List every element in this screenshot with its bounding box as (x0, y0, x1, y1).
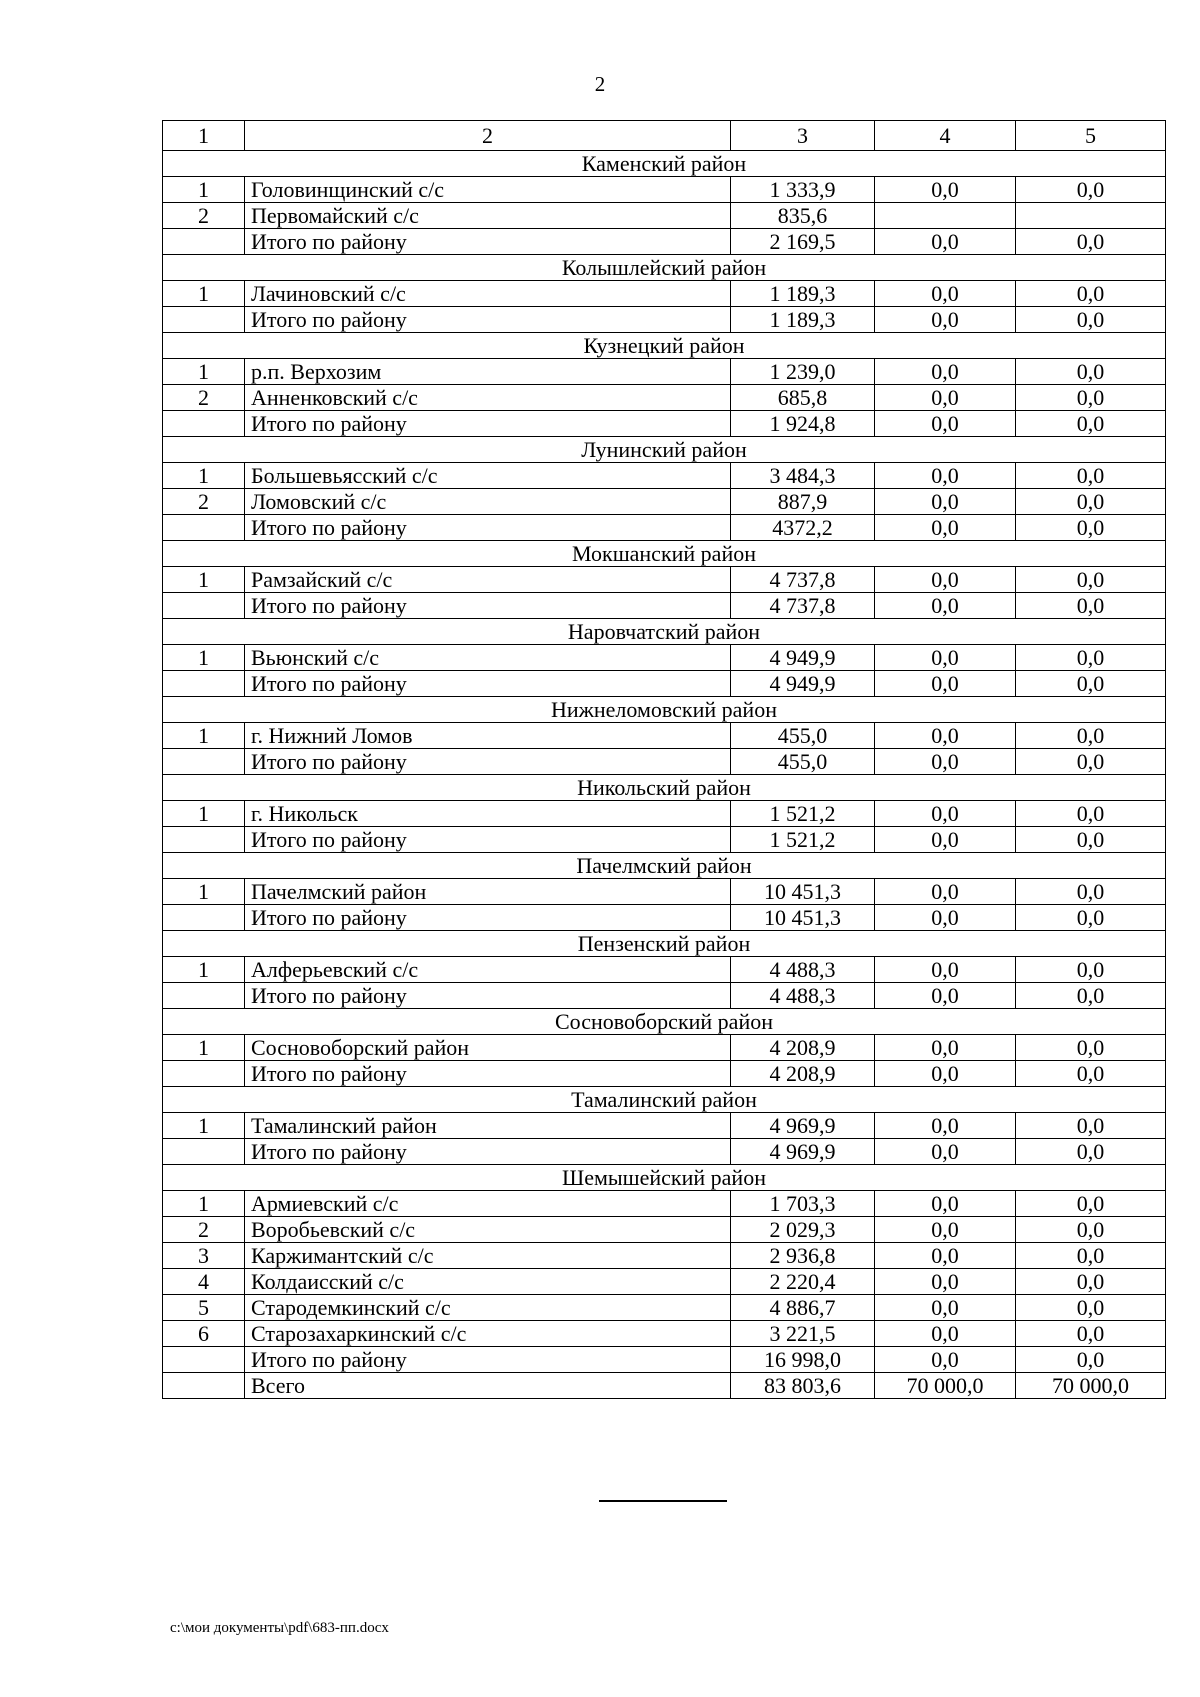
cell-col3: 10 451,3 (731, 879, 875, 905)
cell-col3: 3 221,5 (731, 1321, 875, 1347)
table-row (163, 359, 1166, 385)
district-subtotal-row (163, 411, 1166, 437)
district-name: Колышлейский район (163, 255, 1166, 281)
cell-col4: 0,0 (875, 463, 1016, 489)
cell-num: 2 (163, 489, 245, 515)
cell-name: Вьюнский с/с (245, 645, 731, 671)
cell-col3: 1 521,2 (731, 827, 875, 853)
district-name: Кузнецкий район (163, 333, 1166, 359)
cell-col4: 0,0 (875, 1061, 1016, 1087)
cell-col3: 2 220,4 (731, 1269, 875, 1295)
table-row (163, 463, 1166, 489)
district-name: Никольский район (163, 775, 1166, 801)
cell-name: Итого по району (245, 1139, 731, 1165)
cell-num (163, 827, 245, 853)
district-subtotal-row (163, 1139, 1166, 1165)
table-row (163, 385, 1166, 411)
table-row (163, 1191, 1166, 1217)
cell-col3: 4 969,9 (731, 1113, 875, 1139)
cell-col5: 0,0 (1016, 463, 1166, 489)
cell-name: г. Никольск (245, 801, 731, 827)
cell-num: 4 (163, 1269, 245, 1295)
district-name: Наровчатский район (163, 619, 1166, 645)
cell-num (163, 1061, 245, 1087)
district-subtotal-row (163, 593, 1166, 619)
cell-col5: 0,0 (1016, 385, 1166, 411)
cell-name: Армиевский с/с (245, 1191, 731, 1217)
cell-col5: 0,0 (1016, 879, 1166, 905)
cell-name: Всего (245, 1373, 731, 1399)
cell-num: 1 (163, 463, 245, 489)
cell-name: Ломовский с/с (245, 489, 731, 515)
cell-num: 1 (163, 1191, 245, 1217)
cell-col4: 0,0 (875, 177, 1016, 203)
cell-col3: 4 949,9 (731, 645, 875, 671)
district-heading-row (163, 151, 1166, 177)
cell-name: Итого по району (245, 749, 731, 775)
cell-num (163, 749, 245, 775)
cell-col4: 70 000,0 (875, 1373, 1016, 1399)
cell-col5: 0,0 (1016, 905, 1166, 931)
district-heading-row (163, 931, 1166, 957)
page-number: 2 (594, 72, 606, 96)
cell-col5: 0,0 (1016, 593, 1166, 619)
table-row (163, 723, 1166, 749)
cell-num: 3 (163, 1243, 245, 1269)
table-row (163, 879, 1166, 905)
cell-col5: 0,0 (1016, 1061, 1166, 1087)
cell-name: Колдаисский с/с (245, 1269, 731, 1295)
district-name: Тамалинский район (163, 1087, 1166, 1113)
cell-num (163, 1139, 245, 1165)
cell-col5: 0,0 (1016, 1217, 1166, 1243)
table-row (163, 281, 1166, 307)
table-row (163, 489, 1166, 515)
district-subtotal-row (163, 307, 1166, 333)
cell-col3: 16 998,0 (731, 1347, 875, 1373)
grand-total-row (163, 1373, 1166, 1399)
cell-num (163, 307, 245, 333)
cell-col4: 0,0 (875, 957, 1016, 983)
cell-col5: 0,0 (1016, 749, 1166, 775)
cell-num (163, 1347, 245, 1373)
column-header-2: 2 (245, 121, 731, 151)
cell-col5: 0,0 (1016, 229, 1166, 255)
cell-col5: 0,0 (1016, 177, 1166, 203)
district-heading-row (163, 1009, 1166, 1035)
cell-col4: 0,0 (875, 749, 1016, 775)
table-row (163, 203, 1166, 229)
cell-num: 1 (163, 1035, 245, 1061)
cell-num: 2 (163, 203, 245, 229)
table-row (163, 645, 1166, 671)
cell-num: 6 (163, 1321, 245, 1347)
table-row (163, 1321, 1166, 1347)
table-row (163, 801, 1166, 827)
cell-col3: 4 886,7 (731, 1295, 875, 1321)
column-header-5: 5 (1016, 121, 1166, 151)
cell-col4: 0,0 (875, 567, 1016, 593)
cell-col4: 0,0 (875, 1295, 1016, 1321)
cell-col5: 0,0 (1016, 1139, 1166, 1165)
cell-name: Итого по району (245, 671, 731, 697)
cell-num (163, 1373, 245, 1399)
district-name: Шемышейский район (163, 1165, 1166, 1191)
cell-col4: 0,0 (875, 307, 1016, 333)
cell-num (163, 593, 245, 619)
cell-col4: 0,0 (875, 229, 1016, 255)
cell-col4: 0,0 (875, 827, 1016, 853)
cell-name: р.п. Верхозим (245, 359, 731, 385)
cell-col4: 0,0 (875, 723, 1016, 749)
cell-col3: 455,0 (731, 749, 875, 775)
cell-col3: 2 169,5 (731, 229, 875, 255)
cell-col3: 1 333,9 (731, 177, 875, 203)
district-subtotal-row (163, 515, 1166, 541)
file-path: c:\мои документы\pdf\683-пп.docx (170, 1620, 389, 1636)
district-subtotal-row (163, 827, 1166, 853)
cell-col3: 4 737,8 (731, 593, 875, 619)
cell-col3: 4372,2 (731, 515, 875, 541)
cell-num: 1 (163, 957, 245, 983)
district-heading-row (163, 333, 1166, 359)
district-name: Пачелмский район (163, 853, 1166, 879)
district-heading-row (163, 437, 1166, 463)
cell-col3: 1 239,0 (731, 359, 875, 385)
cell-col3: 1 924,8 (731, 411, 875, 437)
cell-col5: 0,0 (1016, 281, 1166, 307)
cell-col4: 0,0 (875, 879, 1016, 905)
cell-name: Алферьевский с/с (245, 957, 731, 983)
table-row (163, 1035, 1166, 1061)
cell-col5: 0,0 (1016, 671, 1166, 697)
cell-name: г. Нижний Ломов (245, 723, 731, 749)
cell-name: Анненковский с/с (245, 385, 731, 411)
cell-num: 1 (163, 645, 245, 671)
cell-col4: 0,0 (875, 1269, 1016, 1295)
district-name: Пензенский район (163, 931, 1166, 957)
cell-name: Итого по району (245, 983, 731, 1009)
cell-col3: 83 803,6 (731, 1373, 875, 1399)
cell-col5: 0,0 (1016, 515, 1166, 541)
cell-col3: 4 488,3 (731, 957, 875, 983)
cell-col3: 4 208,9 (731, 1035, 875, 1061)
cell-col4: 0,0 (875, 1035, 1016, 1061)
cell-col3: 4 208,9 (731, 1061, 875, 1087)
cell-name: Большевьясский с/с (245, 463, 731, 489)
cell-col3: 4 737,8 (731, 567, 875, 593)
cell-col5: 0,0 (1016, 957, 1166, 983)
district-subtotal-row (163, 1347, 1166, 1373)
table-row (163, 1243, 1166, 1269)
cell-col5: 0,0 (1016, 567, 1166, 593)
cell-col3: 10 451,3 (731, 905, 875, 931)
cell-col4: 0,0 (875, 515, 1016, 541)
cell-col4: 0,0 (875, 1113, 1016, 1139)
cell-col5: 0,0 (1016, 1321, 1166, 1347)
table-row (163, 1269, 1166, 1295)
cell-col5: 0,0 (1016, 645, 1166, 671)
column-number-row (163, 121, 1166, 151)
cell-col3: 685,8 (731, 385, 875, 411)
cell-col5: 0,0 (1016, 1269, 1166, 1295)
cell-col5 (1016, 203, 1166, 229)
cell-col4: 0,0 (875, 671, 1016, 697)
district-heading-row (163, 1087, 1166, 1113)
district-subtotal-row (163, 983, 1166, 1009)
cell-col3: 835,6 (731, 203, 875, 229)
column-header-4: 4 (875, 121, 1016, 151)
district-name: Мокшанский район (163, 541, 1166, 567)
cell-name: Итого по району (245, 411, 731, 437)
table-row (163, 1217, 1166, 1243)
cell-col5: 0,0 (1016, 723, 1166, 749)
cell-col5: 0,0 (1016, 411, 1166, 437)
cell-col5: 0,0 (1016, 489, 1166, 515)
cell-num: 1 (163, 177, 245, 203)
cell-name: Каржимантский с/с (245, 1243, 731, 1269)
table-row (163, 567, 1166, 593)
table-body (163, 151, 1166, 1373)
cell-name: Рамзайский с/с (245, 567, 731, 593)
cell-name: Воробьевский с/с (245, 1217, 731, 1243)
cell-col3: 4 488,3 (731, 983, 875, 1009)
cell-col4: 0,0 (875, 1243, 1016, 1269)
cell-col4: 0,0 (875, 359, 1016, 385)
cell-name: Сосновоборский район (245, 1035, 731, 1061)
cell-name: Головинщинский с/с (245, 177, 731, 203)
cell-name: Стародемкинский с/с (245, 1295, 731, 1321)
district-subtotal-row (163, 671, 1166, 697)
column-header-1: 1 (163, 121, 245, 151)
cell-col4: 0,0 (875, 411, 1016, 437)
district-name: Сосновоборский район (163, 1009, 1166, 1035)
cell-col4: 0,0 (875, 593, 1016, 619)
cell-col5: 0,0 (1016, 1035, 1166, 1061)
cell-col3: 1 703,3 (731, 1191, 875, 1217)
cell-num (163, 515, 245, 541)
cell-name: Старозахаркинский с/с (245, 1321, 731, 1347)
cell-col5: 0,0 (1016, 827, 1166, 853)
cell-col3: 887,9 (731, 489, 875, 515)
cell-num: 1 (163, 801, 245, 827)
table-row (163, 1113, 1166, 1139)
cell-name: Итого по району (245, 229, 731, 255)
cell-col4: 0,0 (875, 1217, 1016, 1243)
cell-col4: 0,0 (875, 1191, 1016, 1217)
cell-col5: 0,0 (1016, 1347, 1166, 1373)
cell-num: 1 (163, 567, 245, 593)
cell-name: Итого по району (245, 515, 731, 541)
cell-num (163, 671, 245, 697)
cell-col5: 0,0 (1016, 1295, 1166, 1321)
cell-col3: 4 969,9 (731, 1139, 875, 1165)
district-name: Лунинский район (163, 437, 1166, 463)
cell-col3: 1 521,2 (731, 801, 875, 827)
cell-num: 2 (163, 385, 245, 411)
cell-num (163, 983, 245, 1009)
district-heading-row (163, 255, 1166, 281)
cell-name: Первомайский с/с (245, 203, 731, 229)
cell-col4: 0,0 (875, 1139, 1016, 1165)
district-heading-row (163, 1165, 1166, 1191)
table-row (163, 177, 1166, 203)
district-heading-row (163, 541, 1166, 567)
cell-num: 1 (163, 723, 245, 749)
column-header-3: 3 (731, 121, 875, 151)
cell-num: 5 (163, 1295, 245, 1321)
cell-col3: 455,0 (731, 723, 875, 749)
cell-num: 1 (163, 281, 245, 307)
cell-col5: 0,0 (1016, 801, 1166, 827)
cell-num (163, 411, 245, 437)
cell-name: Итого по району (245, 1347, 731, 1373)
cell-col3: 2 936,8 (731, 1243, 875, 1269)
district-heading-row (163, 853, 1166, 879)
cell-num (163, 229, 245, 255)
district-heading-row (163, 619, 1166, 645)
table-row (163, 957, 1166, 983)
cell-col4: 0,0 (875, 281, 1016, 307)
cell-col5: 0,0 (1016, 983, 1166, 1009)
cell-col4: 0,0 (875, 489, 1016, 515)
cell-col5: 0,0 (1016, 1113, 1166, 1139)
district-subtotal-row (163, 749, 1166, 775)
table-row (163, 1295, 1166, 1321)
district-subtotal-row (163, 229, 1166, 255)
cell-name: Лачиновский с/с (245, 281, 731, 307)
cell-col3: 2 029,3 (731, 1217, 875, 1243)
cell-col4: 0,0 (875, 983, 1016, 1009)
cell-col4 (875, 203, 1016, 229)
district-subtotal-row (163, 905, 1166, 931)
district-name: Каменский район (163, 151, 1166, 177)
district-heading-row (163, 775, 1166, 801)
cell-name: Итого по району (245, 905, 731, 931)
cell-name: Итого по району (245, 307, 731, 333)
cell-col5: 0,0 (1016, 1191, 1166, 1217)
district-name: Нижнеломовский район (163, 697, 1166, 723)
cell-col3: 1 189,3 (731, 281, 875, 307)
cell-col4: 0,0 (875, 905, 1016, 931)
cell-col3: 3 484,3 (731, 463, 875, 489)
cell-num: 2 (163, 1217, 245, 1243)
cell-num (163, 905, 245, 931)
cell-col4: 0,0 (875, 385, 1016, 411)
cell-num: 1 (163, 1113, 245, 1139)
end-of-document-rule (599, 1500, 727, 1502)
district-subtotal-row (163, 1061, 1166, 1087)
cell-col5: 0,0 (1016, 307, 1166, 333)
data-table (162, 120, 1166, 1399)
cell-col4: 0,0 (875, 1347, 1016, 1373)
cell-name: Итого по району (245, 593, 731, 619)
cell-col5: 70 000,0 (1016, 1373, 1166, 1399)
cell-num: 1 (163, 359, 245, 385)
cell-num: 1 (163, 879, 245, 905)
district-heading-row (163, 697, 1166, 723)
cell-name: Пачелмский район (245, 879, 731, 905)
cell-name: Тамалинский район (245, 1113, 731, 1139)
cell-col3: 1 189,3 (731, 307, 875, 333)
cell-col5: 0,0 (1016, 359, 1166, 385)
cell-col4: 0,0 (875, 801, 1016, 827)
cell-col5: 0,0 (1016, 1243, 1166, 1269)
cell-col3: 4 949,9 (731, 671, 875, 697)
cell-col4: 0,0 (875, 1321, 1016, 1347)
cell-col4: 0,0 (875, 645, 1016, 671)
cell-name: Итого по району (245, 827, 731, 853)
cell-name: Итого по району (245, 1061, 731, 1087)
